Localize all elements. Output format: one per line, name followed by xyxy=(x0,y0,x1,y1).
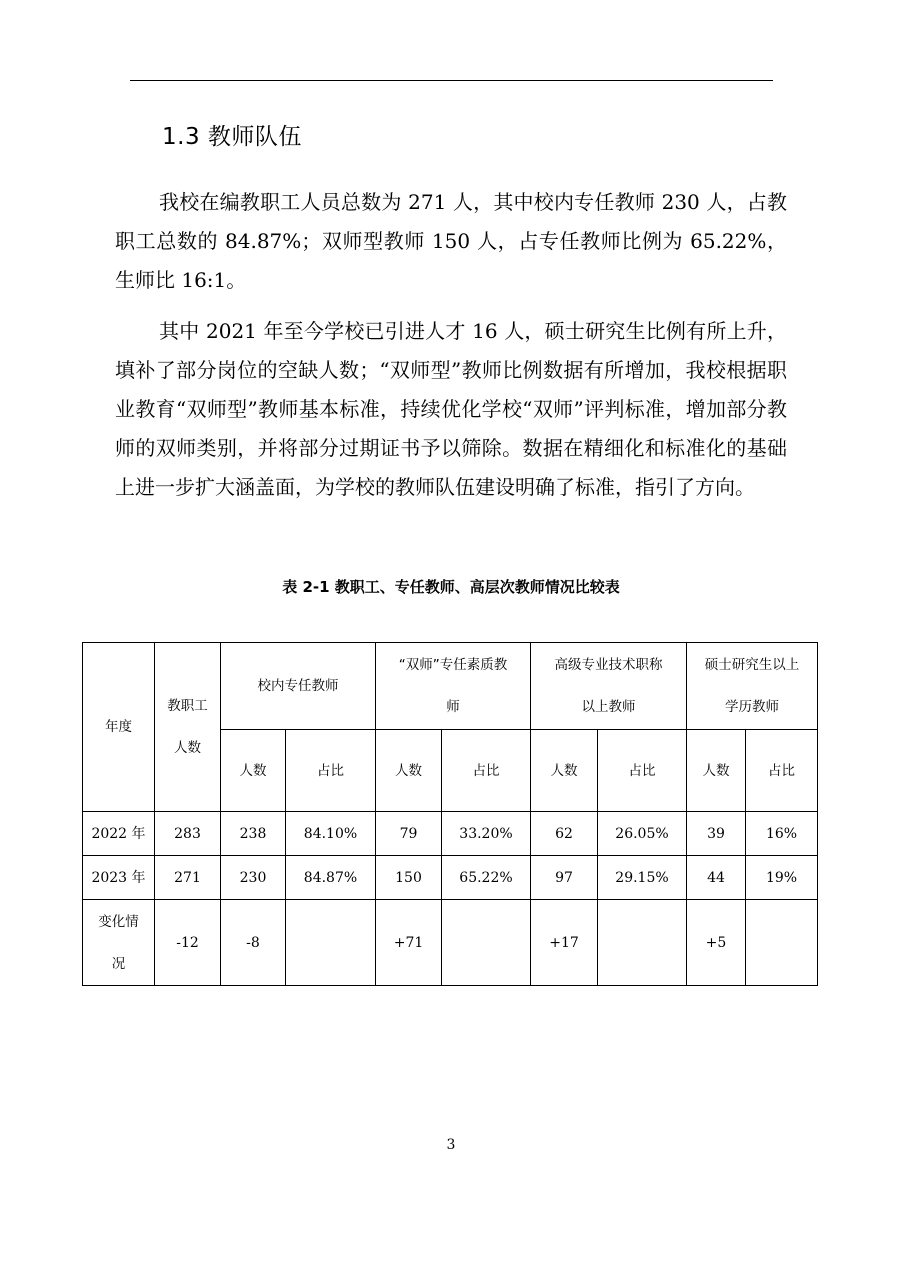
cell-fulltime-ratio: 84.10% xyxy=(286,812,376,856)
cell-year: 2022 年 xyxy=(83,812,155,856)
header-ratio: 占比 xyxy=(442,730,531,812)
cell-senior-ratio: 29.15% xyxy=(598,856,687,900)
paragraph-2: 其中 2021 年至今学校已引进人才 16 人，硕士研究生比例有所上升，填补了部分岗位的空缺人数；“双师型”教师比例数据有所增加，我校根据职业教育“双师型”教师基本标准，持续优化学校“双师”评判标准，增加部分教师的双师类别，并将部分过期证书予以筛除。数据在精细化和标准化的基础上进一步扩大涵盖面，为学校的教师队伍建设明确了标准，指引了方向。 xyxy=(115,319,787,499)
header-group-master xyxy=(687,643,818,730)
header-group-dual-line1: “双师”专任素质教 xyxy=(398,657,508,673)
cell-change-fulltime-ratio xyxy=(286,900,376,986)
header-count: 人数 xyxy=(531,730,598,812)
cell-master-count: 39 xyxy=(687,812,746,856)
cell-fulltime-count: 230 xyxy=(221,856,286,900)
change-row xyxy=(83,900,818,986)
section-heading: 1.3 教师队伍 xyxy=(162,124,302,150)
cell-change-senior-count: +17 xyxy=(531,900,598,986)
header-group-master-line2: 学历教师 xyxy=(725,699,779,715)
cell-dual-ratio: 65.22% xyxy=(442,856,531,900)
cell-change-dual-count: +71 xyxy=(376,900,442,986)
cell-staff: 271 xyxy=(155,856,221,900)
cell-dual-count: 150 xyxy=(376,856,442,900)
header-group-dual-line2: 师 xyxy=(446,699,460,715)
header-staff-line2: 人数 xyxy=(174,740,201,756)
cell-fulltime-count: 238 xyxy=(221,812,286,856)
change-label-line2: 况 xyxy=(111,955,126,972)
cell-senior-count: 62 xyxy=(531,812,598,856)
header-ratio: 占比 xyxy=(598,730,687,812)
header-staff xyxy=(155,643,221,812)
header-group-dual xyxy=(376,643,531,730)
header-ratio: 占比 xyxy=(286,730,376,812)
paragraph-1: 我校在编教职工人员总数为 271 人，其中校内专任教师 230 人，占教职工总数的 84.87%；双师型教师 150 人，占专任教师比例为 65.22%，生师比 16:1。 xyxy=(115,190,787,292)
header-year: 年度 xyxy=(83,643,155,812)
cell-master-count: 44 xyxy=(687,856,746,900)
cell-fulltime-ratio: 84.87% xyxy=(286,856,376,900)
cell-senior-count: 97 xyxy=(531,856,598,900)
header-group-fulltime: 校内专任教师 xyxy=(221,643,376,730)
cell-change-master-count: +5 xyxy=(687,900,746,986)
teacher-comparison-table xyxy=(82,642,818,986)
header-group-master-line1: 硕士研究生以上 xyxy=(704,657,800,673)
page-number: 3 xyxy=(446,1137,456,1153)
cell-change-dual-ratio xyxy=(442,900,531,986)
change-label-line1: 变化情 xyxy=(98,913,139,930)
cell-change-label xyxy=(83,900,155,986)
cell-senior-ratio: 26.05% xyxy=(598,812,687,856)
cell-change-senior-ratio xyxy=(598,900,687,986)
cell-change-staff: -12 xyxy=(155,900,221,986)
table-caption: 表 2-1 教职工、专任教师、高层次教师情况比较表 xyxy=(282,578,620,596)
header-count: 人数 xyxy=(376,730,442,812)
cell-change-master-ratio xyxy=(746,900,818,986)
header-group-senior-line1: 高级专业技术职称 xyxy=(554,657,663,673)
cell-master-ratio: 16% xyxy=(746,812,818,856)
cell-dual-ratio: 33.20% xyxy=(442,812,531,856)
header-group-senior xyxy=(531,643,687,730)
cell-master-ratio: 19% xyxy=(746,856,818,900)
header-count: 人数 xyxy=(221,730,286,812)
header-staff-line1: 教职工 xyxy=(167,698,208,714)
header-count: 人数 xyxy=(687,730,746,812)
cell-dual-count: 79 xyxy=(376,812,442,856)
header-rule xyxy=(130,80,773,81)
cell-year: 2023 年 xyxy=(83,856,155,900)
header-row-1 xyxy=(83,643,818,730)
table-row xyxy=(83,856,818,900)
header-group-senior-line2: 以上教师 xyxy=(581,699,636,715)
header-ratio: 占比 xyxy=(746,730,818,812)
cell-change-fulltime-count: -8 xyxy=(221,900,286,986)
cell-staff: 283 xyxy=(155,812,221,856)
table-row xyxy=(83,812,818,856)
